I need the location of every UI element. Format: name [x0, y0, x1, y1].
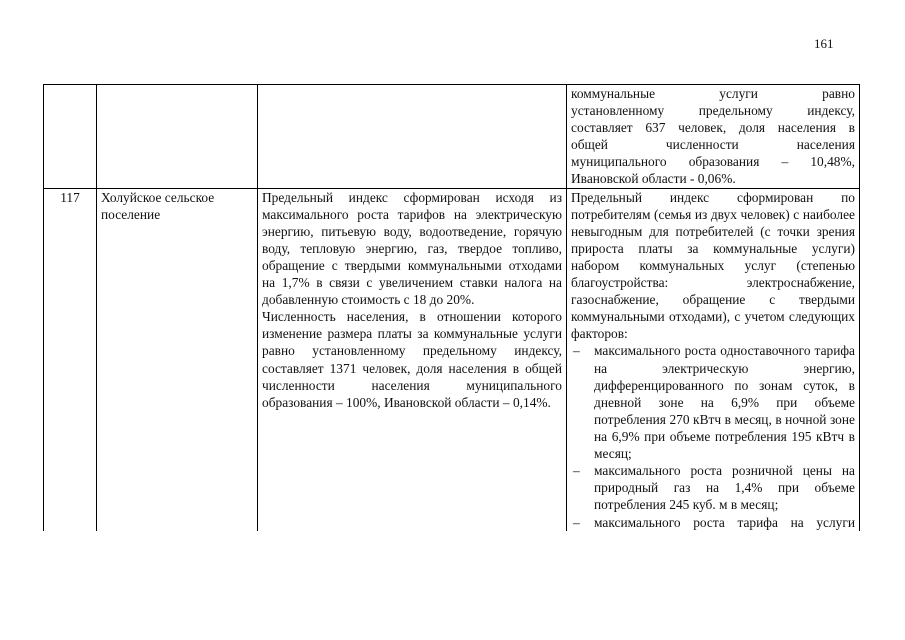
factors-cell [567, 85, 860, 189]
settlement-cell [97, 85, 258, 189]
number-cell [44, 85, 97, 189]
index-description-paragraph: Предельный индекс сформирован исходя из максимального роста тарифов на электрическую энергию, питьевую воду, водоотведение, горячую воду, тепловую энергию, газ, твердое топливо, обращение с твердыми коммунальными отходами на 1,7% в связи с увеличением ставки налога на добавленную стоимость с 18 до 20%. [262, 189, 562, 308]
list-item: – максимального роста розничной цены на природный газ на 1,4% при объеме потребления 245 куб. м в месяц; [571, 462, 855, 513]
text-line: коммунальные услуги равно [571, 86, 855, 101]
text-line: Ивановской области - 0,06%. [571, 171, 736, 187]
table-row-continuation [44, 85, 860, 189]
text-line: общей численности населения [571, 137, 855, 153]
description-cell [258, 188, 567, 531]
text-line: муниципального образования – 10,48%, [571, 154, 855, 170]
text-line: установленному предельному индексу, [571, 103, 855, 119]
factors-list [571, 342, 855, 531]
table-row-117 [44, 188, 860, 531]
document-table [43, 84, 860, 531]
text-line: составляет 637 человек, доля населения в [571, 120, 855, 136]
list-item: – максимального роста тарифа на услуги [571, 514, 855, 531]
factors-intro: Предельный индекс сформирован по потребителям (семья из двух человек) с наиболее невыгодным для потребителей (с точки зрения прироста платы за коммунальные услуги) набором коммунальных услуг (степенью благоустройства: электроснабжение, газоснабжение, обращение с твердыми коммунальными отходами), с учетом следующих факторов: [571, 189, 855, 342]
settlement-name: Холуйское сельское поселение [97, 188, 258, 531]
list-item: – максимального роста одноставочного тарифа на электрическую энергию, дифференцированного по зонам суток, в дневной зоне на 6,9% при объеме потребления 270 кВтч в месяц, в ночной зоне на 6,9% при объеме потребления 195 кВтч в месяц; [571, 342, 855, 462]
population-paragraph: Численность населения, в отношении которого изменение размера платы за коммунальные услуги равно установленному предельному индексу, составляет 1371 человек, доля населения в общей численности населения муниципального образования – 100%, Ивановской области – 0,14%. [262, 309, 562, 410]
row-number: 117 [44, 188, 97, 531]
page-number: 161 [814, 36, 834, 51]
factors-cell [567, 188, 860, 531]
description-cell [258, 85, 567, 189]
